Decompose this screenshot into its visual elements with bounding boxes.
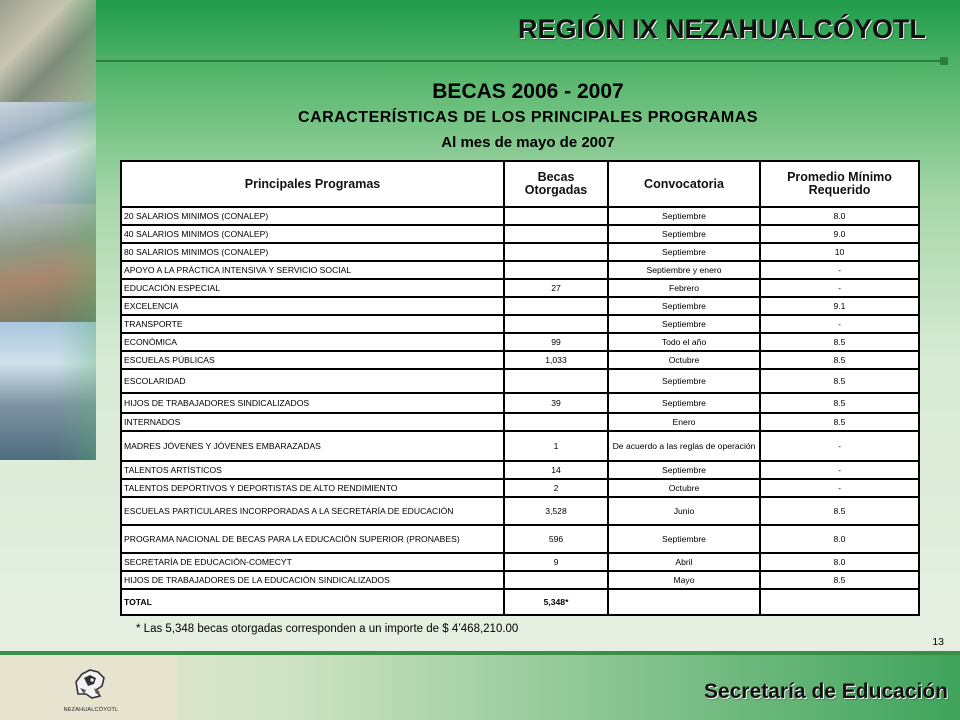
cell-becas: 3,528 (504, 497, 608, 525)
total-becas: 5,348* (504, 589, 608, 615)
table-row (121, 225, 919, 243)
cell-becas: 1 (504, 431, 608, 461)
slide-title: BECAS 2006 - 2007 (432, 80, 624, 103)
cell-promedio: 8.0 (760, 207, 919, 225)
programs-table (120, 160, 920, 616)
cell-program: PROGRAMA NACIONAL DE BECAS PARA LA EDUCACIÓN SUPERIOR (PRONABES) (121, 525, 504, 553)
cell-program: INTERNADOS (121, 413, 504, 431)
cell-program: MADRES JÓVENES Y JÓVENES EMBARAZADAS (121, 431, 504, 461)
cell-program: ESCOLARIDAD (121, 369, 504, 393)
cell-program: 20 SALARIOS MINIMOS (CONALEP) (121, 207, 504, 225)
cell-promedio: - (760, 279, 919, 297)
cell-becas (504, 413, 608, 431)
table-row (121, 393, 919, 413)
cell-becas (504, 207, 608, 225)
cell-program: HIJOS DE TRABAJADORES DE LA EDUCACIÓN SINDICALIZADOS (121, 571, 504, 589)
cell-convocatoria: Junio (608, 497, 760, 525)
cell-promedio: - (760, 431, 919, 461)
cell-promedio: - (760, 461, 919, 479)
table-row (121, 497, 919, 525)
region-title: REGIÓN IX NEZAHUALCÓYOTL (517, 14, 926, 44)
total-promedio (760, 589, 919, 615)
cell-program: 40 SALARIOS MINIMOS (CONALEP) (121, 225, 504, 243)
table-row (121, 351, 919, 369)
cell-convocatoria: Septiembre (608, 207, 760, 225)
cell-promedio: 9.0 (760, 225, 919, 243)
cell-program: TALENTOS DEPORTIVOS Y DEPORTISTAS DE ALTO RENDIMIENTO (121, 479, 504, 497)
cell-promedio: 8.0 (760, 553, 919, 571)
page-number: 13 (932, 636, 944, 648)
cell-convocatoria: Septiembre (608, 369, 760, 393)
nezahualcoyotl-logo-icon (70, 664, 110, 704)
photo-strip (0, 0, 96, 460)
cell-becas (504, 261, 608, 279)
table-row (121, 369, 919, 393)
cell-promedio: 8.5 (760, 413, 919, 431)
cell-promedio: 10 (760, 243, 919, 261)
cell-convocatoria: Septiembre (608, 525, 760, 553)
cell-becas: 99 (504, 333, 608, 351)
cell-promedio: 8.5 (760, 497, 919, 525)
footer-brand: Secretaría de Educación (704, 680, 948, 703)
table-row (121, 243, 919, 261)
cell-convocatoria: De acuerdo a las reglas de operación (608, 431, 760, 461)
cell-becas: 27 (504, 279, 608, 297)
table-row (121, 553, 919, 571)
cell-promedio: 8.0 (760, 525, 919, 553)
cell-becas: 596 (504, 525, 608, 553)
cell-convocatoria: Septiembre (608, 225, 760, 243)
table-row (121, 431, 919, 461)
cell-becas: 14 (504, 461, 608, 479)
cell-promedio: 9.1 (760, 297, 919, 315)
table-row (121, 207, 919, 225)
header-promedio: Promedio Mínimo Requerido (760, 161, 919, 207)
total-label: TOTAL (121, 589, 504, 615)
cell-becas: 2 (504, 479, 608, 497)
slide-subtitle: CARACTERÍSTICAS DE LOS PRINCIPALES PROGRAMAS (298, 109, 758, 126)
header-rule (96, 60, 948, 62)
cell-becas (504, 243, 608, 261)
logo-text: NEZAHUALCÓYOTL (63, 707, 119, 713)
cell-program: EDUCACIÓN ESPECIAL (121, 279, 504, 297)
cell-promedio: 8.5 (760, 571, 919, 589)
footnote: * Las 5,348 becas otorgadas corresponden a un importe de $ 4’468,210.00 (136, 623, 519, 635)
cell-convocatoria: Octubre (608, 479, 760, 497)
table-row (121, 571, 919, 589)
cell-program: 80 SALARIOS MINIMOS (CONALEP) (121, 243, 504, 261)
cell-promedio: - (760, 315, 919, 333)
cell-convocatoria: Mayo (608, 571, 760, 589)
cell-convocatoria: Septiembre (608, 297, 760, 315)
cell-promedio: 8.5 (760, 351, 919, 369)
cell-becas (504, 297, 608, 315)
cell-promedio: 8.5 (760, 369, 919, 393)
cell-program: EXCELENCIA (121, 297, 504, 315)
cell-program: SECRETARÍA DE EDUCACIÓN-COMECYT (121, 553, 504, 571)
table-row (121, 315, 919, 333)
table-total-row (121, 589, 919, 615)
cell-program: TRANSPORTE (121, 315, 504, 333)
cell-program: TALENTOS ARTÍSTICOS (121, 461, 504, 479)
cell-program: HIJOS DE TRABAJADORES SINDICALIZADOS (121, 393, 504, 413)
cell-convocatoria: Febrero (608, 279, 760, 297)
cell-becas: 9 (504, 553, 608, 571)
table-row (121, 333, 919, 351)
cell-convocatoria: Septiembre (608, 243, 760, 261)
cell-convocatoria: Septiembre y enero (608, 261, 760, 279)
table-row (121, 479, 919, 497)
table-row (121, 413, 919, 431)
cell-becas: 39 (504, 393, 608, 413)
cell-promedio: - (760, 261, 919, 279)
total-convocatoria (608, 589, 760, 615)
cell-program: APOYO A LA PRÁCTICA INTENSIVA Y SERVICIO SOCIAL (121, 261, 504, 279)
table-row (121, 261, 919, 279)
table-row (121, 461, 919, 479)
cell-convocatoria: Octubre (608, 351, 760, 369)
cell-convocatoria: Septiembre (608, 393, 760, 413)
table-row (121, 297, 919, 315)
cell-convocatoria: Septiembre (608, 315, 760, 333)
cell-program: ESCUELAS PARTICULARES INCORPORADAS A LA SECRETARÍA DE EDUCACIÓN (121, 497, 504, 525)
cell-convocatoria: Enero (608, 413, 760, 431)
table-row (121, 525, 919, 553)
cell-becas: 1,033 (504, 351, 608, 369)
header-becas: Becas Otorgadas (504, 161, 608, 207)
slide-date-line: Al mes de mayo de 2007 (441, 134, 615, 151)
cell-convocatoria: Todo el año (608, 333, 760, 351)
table-row (121, 279, 919, 297)
cell-program: ESCUELAS PÚBLICAS (121, 351, 504, 369)
cell-becas (504, 369, 608, 393)
cell-convocatoria: Abril (608, 553, 760, 571)
table-header-row (121, 161, 919, 207)
header-program: Principales Programas (121, 161, 504, 207)
cell-promedio: 8.5 (760, 393, 919, 413)
cell-becas (504, 571, 608, 589)
cell-becas (504, 315, 608, 333)
header-rule-end (940, 57, 948, 65)
cell-convocatoria: Septiembre (608, 461, 760, 479)
cell-promedio: 8.5 (760, 333, 919, 351)
cell-promedio: - (760, 479, 919, 497)
cell-becas (504, 225, 608, 243)
cell-program: ECONÓMICA (121, 333, 504, 351)
header-convocatoria: Convocatoria (608, 161, 760, 207)
